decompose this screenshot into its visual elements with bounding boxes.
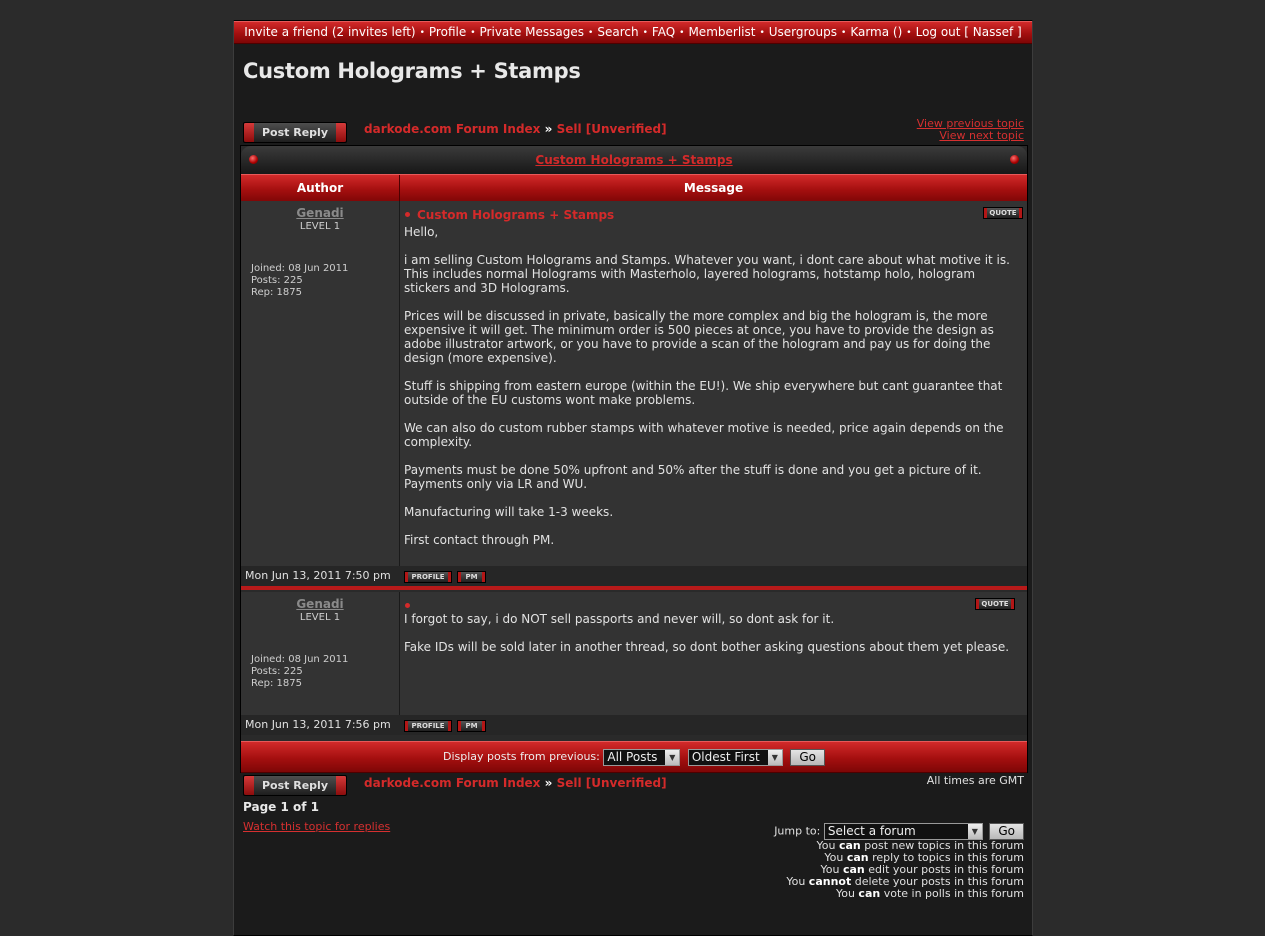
post-author-panel (241, 201, 400, 566)
author-rep: Rep: 1875 (251, 287, 302, 298)
post-subject (405, 208, 614, 222)
red-dot-icon (249, 155, 258, 164)
sort-order-select[interactable] (688, 749, 783, 766)
display-period-value: All Posts (607, 749, 658, 764)
author-posts: Posts: 225 (251, 275, 303, 286)
column-headers (241, 174, 1027, 203)
author-joined: Joined: 08 Jun 2011 (251, 654, 349, 665)
message-column-header: Message (683, 181, 744, 195)
nav-search-link[interactable]: Search (597, 25, 639, 39)
button-cap (482, 721, 485, 731)
quote-button[interactable] (975, 598, 1015, 610)
post-paragraph: i am selling Custom Holograms and Stamps. Whatever you want, i dont care about what motive it is. This includes normal Holograms with Masterholo, layered holograms, hotstamp holo, hologram stickers and 3D Holograms. (404, 253, 1010, 295)
button-cap (244, 123, 254, 142)
topic-table-header (241, 146, 1027, 174)
topic-navigation (917, 118, 1024, 142)
post-reply-button-bottom[interactable] (243, 775, 347, 796)
author-info (251, 654, 348, 690)
post-author-panel (241, 592, 400, 715)
post-subject (405, 599, 417, 613)
nav-karma-link[interactable]: Karma () (850, 25, 903, 39)
top-nav-bar (234, 21, 1032, 44)
pm-label: PM (465, 573, 478, 581)
author-level: LEVEL 1 (299, 221, 341, 232)
chevron-down-icon: ▼ (665, 750, 679, 765)
button-cap (448, 572, 451, 582)
permission-status: can (846, 851, 869, 864)
profile-label: PROFILE (411, 722, 445, 730)
button-cap (1019, 208, 1022, 218)
nav-profile-link[interactable]: Profile (428, 25, 467, 39)
jump-forum-value: Select a forum (827, 824, 916, 838)
pm-button[interactable] (457, 720, 486, 732)
permission-text: delete your posts in this forum (851, 875, 1024, 888)
breadcrumb-forum-index[interactable]: darkode.com Forum Index (364, 776, 541, 790)
quote-button[interactable] (983, 207, 1023, 219)
display-options-bar (241, 741, 1027, 773)
post-paragraph: Stuff is shipping from eastern europe (within the EU!). We ship everywhere but cant guarantee that outside of the EU customs wont make problems. (404, 379, 1003, 407)
post-bullet-icon (405, 603, 410, 608)
permission-text: You (824, 851, 847, 864)
post-2 (241, 592, 1027, 715)
author-name-link[interactable]: Genadi (296, 206, 344, 220)
post-bullet-icon (405, 212, 410, 217)
permission-text: reply to topics in this forum (868, 851, 1024, 864)
nav-invite-link[interactable]: Invite a friend (2 invites left) (244, 25, 416, 39)
post-reply-label: Post Reply (262, 779, 328, 792)
permission-status: cannot (808, 875, 852, 888)
view-next-topic-link[interactable]: View next topic (939, 129, 1024, 142)
permissions-list (786, 840, 1024, 900)
jump-go-button[interactable]: Go (989, 823, 1024, 840)
post-paragraph: Hello, (404, 225, 439, 239)
button-cap (984, 208, 987, 218)
post-divider (241, 586, 1027, 590)
post-1 (241, 201, 1027, 566)
jump-to-label: Jump to: (774, 824, 821, 838)
author-info (251, 263, 348, 299)
display-go-button[interactable]: Go (790, 749, 825, 766)
post-date: Mon Jun 13, 2011 7:56 pm (245, 718, 391, 731)
profile-button[interactable] (404, 571, 452, 583)
post-reply-label: Post Reply (262, 126, 328, 139)
view-previous-topic-link[interactable]: View previous topic (916, 117, 1024, 130)
pm-label: PM (465, 722, 478, 730)
permission-line (786, 888, 1024, 900)
quote-label: QUOTE (981, 600, 1009, 608)
display-posts-label: Display posts from previous: (443, 750, 600, 763)
pm-button[interactable] (457, 571, 486, 583)
author-posts: Posts: 225 (251, 666, 303, 677)
jump-to-form (774, 823, 1024, 840)
nav-logout-link[interactable]: Log out [ Nassef ] (915, 25, 1022, 39)
page-wrapper (233, 20, 1033, 936)
nav-separator: • (679, 28, 685, 38)
nav-private-messages-link[interactable]: Private Messages (479, 25, 585, 39)
red-dot-icon (1010, 155, 1019, 164)
topic-title-link[interactable]: Custom Holograms + Stamps (535, 153, 733, 167)
post-paragraph: Fake IDs will be sold later in another thread, so dont bother asking questions about them yet please. (404, 640, 1010, 654)
nav-separator: • (841, 28, 847, 38)
quote-label: QUOTE (989, 209, 1017, 217)
nav-separator: • (642, 28, 648, 38)
permission-text: You (816, 839, 839, 852)
profile-label: PROFILE (411, 573, 445, 581)
timezone-note: All times are GMT (926, 774, 1024, 787)
button-cap (976, 599, 979, 609)
author-column-header: Author (241, 175, 400, 202)
breadcrumb-forum-sell[interactable]: Sell [Unverified] (556, 776, 667, 790)
button-cap (458, 721, 461, 731)
topic-table (240, 145, 1028, 773)
author-name-link[interactable]: Genadi (296, 597, 344, 611)
author-joined: Joined: 08 Jun 2011 (251, 263, 349, 274)
post-body (404, 225, 1024, 561)
chevron-down-icon: ▼ (968, 824, 982, 839)
nav-separator: • (588, 28, 594, 38)
button-cap (405, 572, 408, 582)
button-cap (482, 572, 485, 582)
permission-text: You (835, 887, 859, 900)
permission-status: can (858, 887, 881, 900)
permission-text: edit your posts in this forum (864, 863, 1024, 876)
watch-topic-link[interactable]: Watch this topic for replies (243, 820, 391, 833)
permission-text: You (820, 863, 843, 876)
permission-text: vote in polls in this forum (880, 887, 1024, 900)
post-paragraph: First contact through PM. (404, 533, 555, 547)
breadcrumb-forum-index[interactable]: darkode.com Forum Index (364, 122, 541, 136)
nav-separator: • (759, 28, 765, 38)
post-footer (241, 566, 1027, 586)
button-cap (448, 721, 451, 731)
jump-forum-select[interactable] (824, 823, 983, 840)
nav-faq-link[interactable]: FAQ (651, 25, 676, 39)
post-subject-text: Custom Holograms + Stamps (417, 208, 615, 222)
nav-separator: • (419, 28, 425, 38)
chevron-down-icon: ▼ (768, 750, 782, 765)
post-message-panel (400, 592, 1027, 715)
post-message-panel (400, 201, 1027, 566)
post-paragraph: I forgot to say, i do NOT sell passports and never will, so dont ask for it. (404, 612, 835, 626)
button-cap (1011, 599, 1014, 609)
post-paragraph: Prices will be discussed in private, basically the more complex and big the hologram is, the more expensive it will get. The minimum order is 500 pieces at once, you have to provide the design as adobe illustrator artwork, or you have to provide a scan of the hologram and pay us for doing the design (more expensive). (404, 309, 994, 365)
post-paragraph: Payments must be done 50% upfront and 50% after the stuff is done and you get a picture of it. Payments only via LR and WU. (404, 463, 982, 491)
post-footer (241, 715, 1027, 735)
permission-text: post new topics in this forum (860, 839, 1024, 852)
post-paragraph: Manufacturing will take 1-3 weeks. (404, 505, 614, 519)
permission-status: can (842, 863, 865, 876)
breadcrumb-separator: » (544, 122, 553, 136)
permission-text: You (786, 875, 809, 888)
button-cap (244, 776, 254, 795)
display-period-select[interactable] (603, 749, 680, 766)
post-date: Mon Jun 13, 2011 7:50 pm (245, 569, 391, 582)
post-paragraph: We can also do custom rubber stamps with whatever motive is needed, price again depends on the complexity. (404, 421, 1004, 449)
nav-usergroups-link[interactable]: Usergroups (768, 25, 837, 39)
breadcrumb-top (364, 122, 667, 136)
nav-memberlist-link[interactable]: Memberlist (688, 25, 756, 39)
author-rep: Rep: 1875 (251, 678, 302, 689)
breadcrumb-separator: » (544, 776, 553, 790)
page-title: Custom Holograms + Stamps (243, 59, 581, 83)
button-cap (336, 776, 346, 795)
nav-separator: • (906, 28, 912, 38)
nav-separator: • (470, 28, 476, 38)
author-level: LEVEL 1 (299, 612, 341, 623)
button-cap (405, 721, 408, 731)
post-reply-button-top[interactable] (243, 122, 347, 143)
breadcrumb-bottom (364, 776, 667, 790)
button-cap (458, 572, 461, 582)
permission-status: can (838, 839, 861, 852)
post-body (404, 612, 1024, 668)
sort-order-value: Oldest First (691, 749, 760, 764)
button-cap (336, 123, 346, 142)
pagination-text: Page 1 of 1 (243, 800, 319, 814)
profile-button[interactable] (404, 720, 452, 732)
breadcrumb-forum-sell[interactable]: Sell [Unverified] (556, 122, 667, 136)
